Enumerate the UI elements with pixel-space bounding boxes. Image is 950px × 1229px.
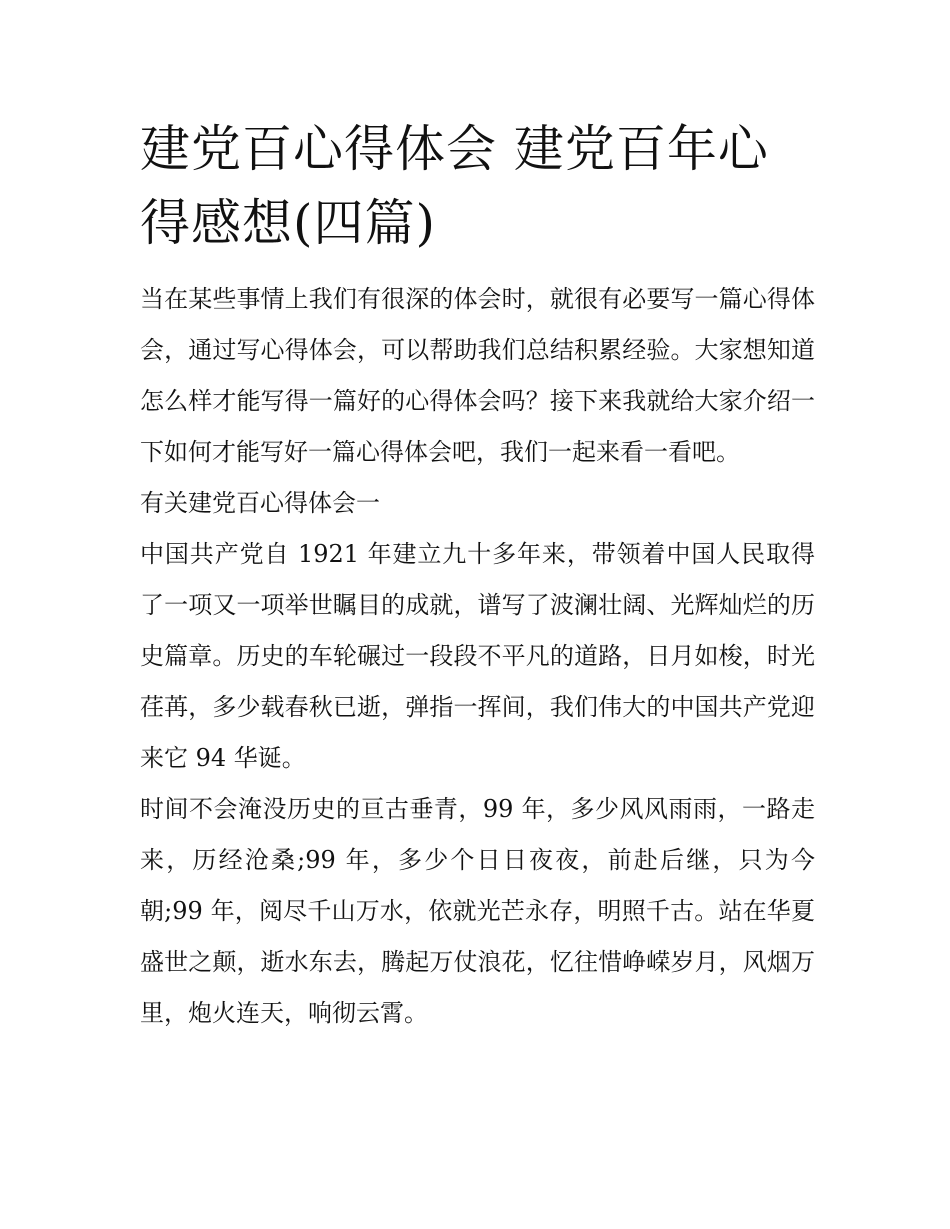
document-body xyxy=(140,112,815,1039)
section-heading: 有关建党百心得体会一 xyxy=(140,489,380,517)
body-paragraph: 时间不会淹没历史的亘古垂青，99 年，多少风风雨雨，一路走来，历经沧桑;99 年，多少个日日夜夜，前赴后继，只为今朝;99 年，阅尽千山万水，依就光芒永存，明照千古。站在华夏盛世之颠，逝水东去，腾起万仗浪花，忆往惜峥嵘岁月，风烟万里，炮火连天，响彻云霄。 xyxy=(140,795,815,1027)
document-title: 建党百心得体会 建党百年心得感想(四篇) xyxy=(140,120,769,252)
intro-paragraph: 当在某些事情上我们有很深的体会时，就很有必要写一篇心得体会，通过写心得体会，可以帮助我们总结积累经验。大家想知道怎么样才能写得一篇好的心得体会吗？接下来我就给大家介绍一下如何才能写好一篇心得体会吧，我们一起来看一看吧。 xyxy=(140,285,815,466)
body-paragraph: 中国共产党自 1921 年建立九十多年来，带领着中国人民取得了一项又一项举世瞩目的成就，谱写了波澜壮阔、光辉灿烂的历史篇章。历史的车轮碾过一段段不平凡的道路，日月如梭，时光荏苒，多少载春秋已逝，弹指一挥间，我们伟大的中国共产党迎来它 94 华诞。 xyxy=(140,540,815,772)
